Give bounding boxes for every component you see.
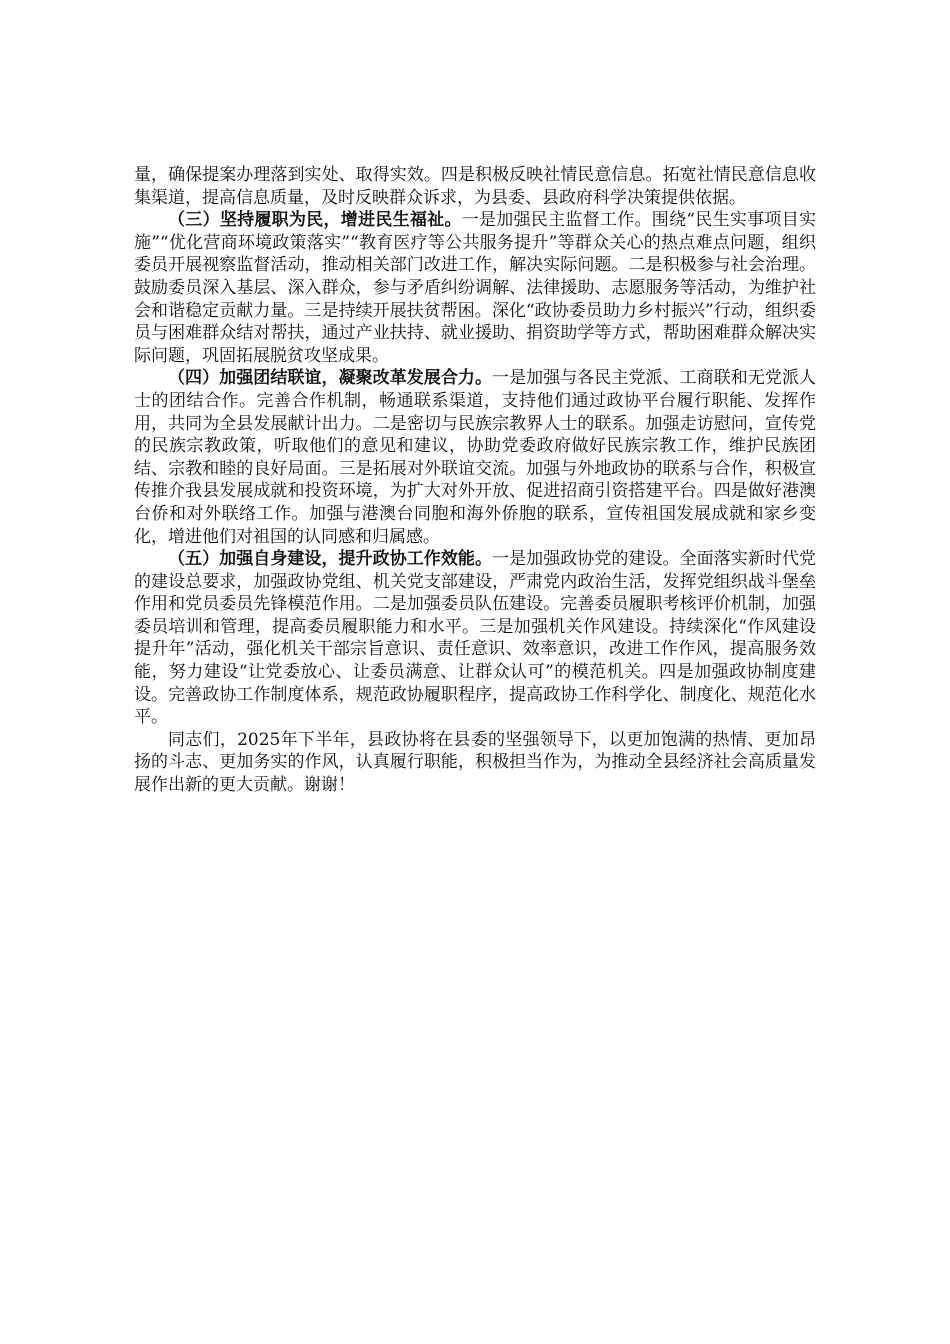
paragraph-closing — [134, 729, 816, 797]
paragraph-section-3 — [134, 209, 816, 367]
paragraph-section-5 — [134, 548, 816, 729]
paragraph-text: 一是加强政协党的建设。全面落实新时代党的建设总要求，加强政协党组、机关党支部建设，严肃党内政治生活，发挥党组织战斗堡垒作用和党员委员先锋模范作用。二是加强委员队伍建设。完善委员履职考核评价机制，加强委员培训和管理，提高委员履职能力和水平。三是加强机关作风建设。持续深化“作风建设提升年”活动，强化机关干部宗旨意识、责任意识、效率意识，改进工作作风，提高服务效能，努力建设“让党委放心、让委员满意、让群众认可”的模范机关。四是加强政协制度建设。完善政协工作制度体系，规范政协履职程序，提高政协工作科学化、制度化、规范化水平。 — [134, 549, 817, 728]
paragraph-text: 一是加强与各民主党派、工商联和无党派人士的团结合作。完善合作机制，畅通联系渠道，支持他们通过政协平台履行职能、发挥作用，共同为全县发展献计出力。二是密切与民族宗教界人士的联系。加强走访慰问，宣传党的民族宗教政策，听取他们的意见和建议，协助党委政府做好民族宗教工作，维护民族团结、宗教和睦的良好局面。三是拓展对外联谊交流。加强与外地政协的联系与合作，积极宣传推介我县发展成就和投资环境，为扩大对外开放、促进招商引资搭建平台。四是做好港澳台侨和对外联络工作。加强与港澳台同胞和海外侨胞的联系，宣传祖国发展成就和家乡变化，增进他们对祖国的认同感和归属感。 — [134, 368, 817, 547]
document-body — [134, 164, 816, 797]
section-heading-3: （三）坚持履职为民，增进民生福祉。 — [168, 210, 462, 231]
paragraph-continuation — [134, 164, 816, 209]
paragraph-text: 量，确保提案办理落到实处、取得实效。四是积极反映社情民意信息。拓宽社情民意信息收集渠道，提高信息质量，及时反映群众诉求，为县委、县政府科学决策提供依据。 — [134, 165, 816, 208]
paragraph-text: 同志们，2025年下半年，县政协将在县委的坚强领导下，以更加饱满的热情、更加昂扬的斗志、更加务实的作风，认真履行职能，积极担当作为，为推动全县经济社会高质量发展作出新的更大贡献。谢谢！ — [134, 729, 816, 796]
paragraph-section-4 — [134, 367, 816, 548]
section-heading-5: （五）加强自身建设，提升政协工作效能。 — [168, 549, 493, 570]
section-heading-4: （四）加强团结联谊，凝聚改革发展合力。 — [168, 368, 493, 389]
paragraph-text: 一是加强民主监督工作。围绕“民生实事项目实施”“优化营商环境政策落实”“教育医疗等公共服务提升”等群众关心的热点难点问题，组织委员开展视察监督活动，推动相关部门改进工作，解决实际问题。二是积极参与社会治理。鼓励委员深入基层、深入群众，参与矛盾纠纷调解、法律援助、志愿服务等活动，为维护社会和谐稳定贡献力量。三是持续开展扶贫帮困。深化“政协委员助力乡村振兴”行动，组织委员与困难群众结对帮扶，通过产业扶持、就业援助、捐资助学等方式，帮助困难群众解决实际问题，巩固拓展脱贫攻坚成果。 — [134, 210, 816, 366]
